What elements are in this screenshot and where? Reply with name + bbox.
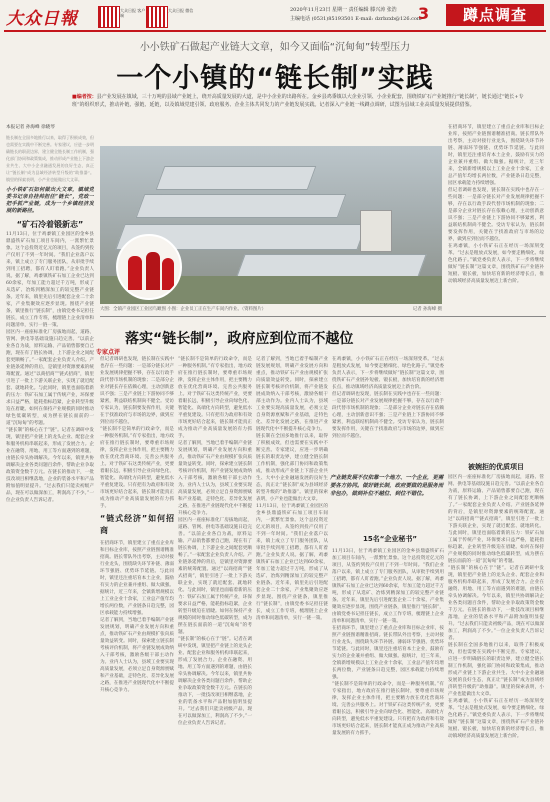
- article-text: 记者了解到，当地已着手编制产业链发展规划，明确产业发展方向和重点，推动铁矿石产业由规模扩张向质量效益转变。同时，探索建立链长制考核评价机制，将产业链发展成效纳入干部考核，激励各级干部主动作为。业内人士认为，县域工业要实现高质量发展，必须立足自身资源禀赋和产业基础，走特色化、差异化发展之路，在推进产业链现代化中不断提升核心竞争力。: [256, 357, 328, 432]
- left-column: [6, 124, 94, 794]
- article-text: 但记者调研也发现，链长制在实践中也存在一些问题：一是部分链长对产业发展规律把握不够，存在以行政手段代替市场机制的现象；二是部分企业对链长存在依赖心理，主动创新意识不强；三是产业链上下游协同不够紧密，利益联结机制尚不健全。受访专家认为，链长制要发挥作用，关键在于找准政府与市场的边界，做到应到位而不越位。: [100, 357, 174, 425]
- article-text: 链长制在全国多地推行以来，取得了积极成效，但也需要在实践中不断完善。专家建议，应进一步明确链长的职责边界，建立健全链长制工作机制，强化部门协同和政策集成，推动形成产业链上下游企业共生、大中小企业融通发展的良好生态，真正让“链长制”成为县域经济转型升级的“助推器”。镇里的探索表明，小产业也能做出大文章。: [6, 135, 94, 182]
- expert-comment-tag: 专家点评: [96, 349, 121, 356]
- article-text: 但记者调研也发现，链长制在实践中也存在一些问题：一是部分链长对产业发展规律把握不够，存在以行政手段代替市场机制的现象；二是部分企业对链长存在依赖心理，主动创新意识不强；三是产业链上下游协同不够紧密，利益联结机制尚不健全。受访专家认为，链长制要发挥作用，关键在于找准政府与市场的边界，做到应到位而不越位。: [332, 392, 444, 439]
- article-text: “链长制”的核心在于“链”。记者在调研中发现，镇里把产业链上的龙头企业、配套企业和服务机构串联起来，形成了发展合力。企业在融资、用地、用工等方面遇到的难题，由链长牵头协调解决。今年以来，镇里共协调解决企业各类问题百余件，帮助企业争取政策资金数千万元。在链长的推动下，一批技改项目相继落地，企业的装备水平和产品附加值明显提升。“过去我们只能卖初级产品，现在可以做深加工，利润高了不少。”一位企业负责人告诉记者。: [178, 637, 252, 726]
- article-text: 但记者调研也发现，链长制在实践中也存在一些问题：一是部分链长对产业发展规律把握不够，存在以行政手段代替市场机制的现象；二是部分企业对链长存在依赖心理，主动创新意识不强；三是产业链上下游协同不够紧密，利益联结机制尚不健全。受访专家认为，链长制要发挥作用，关键在于找准政府与市场的边界，做到应到位而不越位。: [448, 188, 544, 242]
- date-line: 2020年11月23日 星期一 责任编辑 滕兴涛 张浩: [290, 7, 397, 13]
- box-headline: 15名“企业秘书”: [363, 535, 417, 543]
- contact-line: 主编电话 (0531)85193501 E-mail: dzrbzxb@126.com: [290, 16, 422, 22]
- article-text: 链长制在全国多地推行以来，取得了积极成效，但也需要在实践中不断完善。专家建议，应进一步明确链长的职责边界，建立健全链长制工作机制，强化部门协同和政策集成，推动形成产业链上下游企业共生、大中小企业融通发展的良好生态，真正让“链长制”成为县域经济转型升级的“助推器”。镇里的探索表明，小产业也能做出大文章。: [448, 643, 544, 697]
- lower-column-4: [332, 356, 444, 472]
- article-text: 在鸡黍镇，小小铁矿石正在经历一场深刻变革。“过去是粗放式发展，如今要走精细化、绿色化路子。”镇党委负责人表示，下一步将继续做好“链长制”这篇文章，围绕铁矿石产业链补短板、锻长板，加快培育新的经济增长点，推动镇域经济高质量发展迈上新台阶。: [332, 357, 444, 390]
- qr-caption: 大众日报 微信: [168, 8, 194, 13]
- byline: 本报记者 孙海峰 徐晓琴: [6, 125, 55, 130]
- qr-code-icon: [98, 6, 120, 28]
- article-text: “链长制”的核心在于“链”。记者在调研中发现，镇里把产业链上的龙头企业、配套企业和服务机构串联起来，形成了发展合力。企业在融资、用地、用工等方面遇到的难题，由链长牵头协调解决。今年以来，镇里共协调解决企业各类问题百余件，帮助企业争取政策资金数千万元。在链长的推动下，一批技改项目相继落地，企业的装备水平和产品附加值明显提升。“过去我们只能卖初级产品，现在可以做深加工，利润高了不少。”一位企业负责人告诉记者。: [448, 566, 544, 641]
- article-text: 链长制在全国多地推行以来，取得了积极成效，但也需要在实践中不断完善。专家建议，应进一步明确链长的职责边界，建立健全链长制工作机制，强化部门协同和政策集成，推动形成产业链上下游企业共生、大中小企业融通发展的良好生态，真正让“链长制”成为县域经济转型升级的“助推器”。镇里的探索表明，小产业也能做出大文章。: [256, 434, 328, 502]
- article-text: “链长制不是简单的行政命令，而是一种服务机制。”有专家指出，地方政府在推行链长制时，要尊重市场规律，发挥企业主体作用，把主要精力放在优化营商环境、完善公共服务上。对于铁矿石这类传统产业，更要着眼长远，积极引导企业向绿色化、智能化、高端化方向转型，避免低水平重复建设。只有把有为政府和有效市场更好结合起来，链长制才能真正成为推动产业高质量发展的有力抓手。: [100, 427, 174, 509]
- article-text: 在招商环节，镇里建立了重点企业库和目标企业库，按照产业链图谱精准招商。链长带队外出考察，主动对接行业龙头，围绕缺失环节补链、薄弱环节强链、优势环节延链。与此同时，镇里还注重培育本土企业，鼓励有实力的企业兼并重组、做大做强。据统计，近三年来，全镇新增规模以上工业企业十余家，工业总产值年均增长两位数，产业链条日趋完整，园区承载能力持续增强。: [332, 626, 444, 680]
- editor-note-text: 县产业发展在镇域，三十万吨的县域产业链上，绕开高质量发展的大道，是中小企业的出路所在。金乡县鸡黍镇以大企业引领、小企业配套，围绕铁矿石产业链推行“链长制”，链长通过“链长+专班”的组织形式，推动补链、强链、延链，以及镇域党建引领、政府服务、企业主体共同发力的产业链发展实践。记者深入产业链一线蹲点调研，试图为县域工业高质量发展提供借鉴。: [72, 94, 524, 108]
- article-text: 11月13日，位于鸡黍镇工业园区的金乡县鼎盛铁矿石加工项目车间内，一派繁忙景象。这个总投资近亿元的项目，从签约到投产仅用了不到一年时间。“我们企业落户以来，镇上成立了专门服务团队，从审批手续到用工招聘，都有人盯着跑。”企业负责人说。据了解，鸡黍镇铁矿石加工企业已达到60余家，年加工能力超过千万吨，形成了从选矿、冶炼到精深加工的较完整产业链条。近年来，镇里先后引进配套企业二十余家，产业集聚效应逐步显现。围绕产业链条，镇里推行“链长制”，由镇党委书记担任链长，成立工作专班，梳理链上企业清单和问题清单，实行一链一策。: [6, 232, 94, 328]
- qr-code-icon: [146, 6, 168, 28]
- editor-note: [72, 94, 532, 109]
- right-subhead: 被婉拒的优质项目: [468, 463, 524, 471]
- photo-caption-text: 大图：全镇产业园区工业园鸟瞰图 小图：企业员工正在生产车间内作业。（资料图片）: [100, 307, 267, 312]
- article-text: 11月13日，位于鸡黍镇工业园区的金乡县鼎盛铁矿石加工项目车间内，一派繁忙景象。这个总投资近亿元的项目，从签约到投产仅用了不到一年时间。“我们企业落户以来，镇上成立了专门服务团队，从审批手续到用工招聘，都有人盯着跑。”企业负责人说。据了解，鸡黍镇铁矿石加工企业已达到60余家，年加工能力超过千万吨，形成了从选矿、冶炼到精深加工的较完整产业链条。近年来，镇里先后引进配套企业二十余家，产业集聚效应逐步显现。围绕产业链条，镇里推行“链长制”，由镇党委书记担任链长，成立工作专班，梳理链上企业清单和问题清单，实行一链一策。: [256, 504, 328, 621]
- subheadline: 小小铁矿石做起产业链大文章，如今又面临“沉甸甸”转型压力: [139, 42, 411, 53]
- lower-column-2: [178, 356, 252, 794]
- article-text: 11月13日，位于鸡黍镇工业园区的金乡县鼎盛铁矿石加工项目车间内，一派繁忙景象。这个总投资近亿元的项目，从签约到投产仅用了不到一年时间。“我们企业落户以来，镇上成立了专门服务团队，从审批手续到用工招聘，都有人盯着跑。”企业负责人说。据了解，鸡黍镇铁矿石加工企业已达到60余家，年加工能力超过千万吨，形成了从选矿、冶炼到精深加工的较完整产业链条。近年来，镇里先后引进配套企业二十余家，产业集聚效应逐步显现。围绕产业链条，镇里推行“链长制”，由镇党委书记担任链长，成立工作专班，梳理链上企业清单和问题清单，实行一链一策。: [332, 549, 444, 624]
- article-text: “链长制不是简单的行政命令，而是一种服务机制。”有专家指出，地方政府在推行链长制时，要尊重市场规律，发挥企业主体作用，把主要精力放在优化营商环境、完善公共服务上。对于铁矿石这类传统产业，更要着眼长远，积极引导企业向绿色化、智能化、高端化方向转型，避免低水平重复建设。只有把有为政府和有效市场更好结合起来，链长制才能真正成为推动产业高质量发展的有力抓手。: [178, 357, 252, 439]
- article-text: 记者了解到，当地已着手编制产业链发展规划，明确产业发展方向和重点，推动铁矿石产业由规模扩张向质量效益转变。同时，探索建立链长制考核评价机制，将产业链发展成效纳入干部考核，激励各级干部主动作为。业内人士认为，县域工业要实现高质量发展，必须立足自身资源禀赋和产业基础，走特色化、差异化发展之路，在推进产业链现代化中不断提升核心竞争力。: [100, 618, 174, 693]
- article-text: “链长制”的核心在于“链”。记者在调研中发现，镇里把产业链上的龙头企业、配套企业和服务机构串联起来，形成了发展合力。企业在融资、用地、用工等方面遇到的难题，由链长牵头协调解决。今年以来，镇里共协调解决企业各类问题百余件，帮助企业争取政策资金数千万元。在链长的推动下，一批技改项目相继落地，企业的装备水平和产品附加值明显提升。“过去我们只能卖初级产品，现在可以做深加工，利润高了不少。”一位企业负责人告诉记者。: [6, 428, 94, 503]
- lower-column-3: [256, 356, 328, 794]
- lower-column-1: [100, 356, 174, 794]
- article-text: 记者了解到，当地已着手编制产业链发展规划，明确产业发展方向和重点，推动铁矿石产业由规模扩张向质量效益转变。同时，探索建立链长制考核评价机制，将产业链发展成效纳入干部考核，激励各级干部主动作为。业内人士认为，县域工业要实现高质量发展，必须立足自身资源禀赋和产业基础，走特色化、差异化发展之路，在推进产业链现代化中不断提升核心竞争力。: [178, 441, 252, 516]
- right-column: [448, 124, 544, 454]
- intro-italic: 小小铁矿石如何做出大文章，镇域党委书记亲自挂帅担任“链长”，党政一把手抓产业链，成为一个乡镇经济发展的新路径。: [6, 187, 94, 214]
- article-text: 在鸡黍镇，小小铁矿石正在经历一场深刻变革。“过去是粗放式发展，如今要走精细化、绿色化路子。”镇党委负责人表示，下一步将继续做好“链长制”这篇文章，围绕铁矿石产业链补短板、锻长板，加快培育新的经济增长点，推动镇域经济高质量发展迈上新台阶。: [448, 244, 544, 284]
- section-rule: [100, 316, 546, 317]
- main-headline: 一个小镇的“链长制”实践: [116, 63, 434, 94]
- newspaper-logo: 大众日報: [6, 9, 78, 29]
- photo-caption: [100, 306, 442, 312]
- article-text: 在招商环节，镇里建立了重点企业库和目标企业库，按照产业链图谱精准招商。链长带队外出考察，主动对接行业龙头，围绕缺失环节补链、薄弱环节强链、优势环节延链。与此同时，镇里还注重培育本土企业，鼓励有实力的企业兼并重组、做大做强。据统计，近三年来，全镇新增规模以上工业企业十余家，工业总产值年均增长两位数，产业链条日趋完整，园区承载能力持续增强。: [100, 541, 174, 616]
- expert-headline: 落实“链长制”，政府应到位而不越位: [125, 331, 354, 347]
- article-text: 在招商环节，镇里建立了重点企业库和目标企业库，按照产业链图谱精准招商。链长带队外出考察，主动对接行业龙头，围绕缺失环节补链、薄弱环节强链、优势环节延链。与此同时，镇里还注重培育本土企业，鼓励有实力的企业兼并重组、做大做强。据统计，近三年来，全镇新增规模以上工业企业十余家，工业总产值年均增长两位数，产业链条日趋完整，园区承载能力持续增强。: [448, 125, 544, 186]
- qr-caption: 大众日报 客户端: [120, 8, 146, 18]
- article-text: “链长制不是简单的行政命令，而是一种服务机制。”有专家指出，地方政府在推行链长制时，要尊重市场规律，发挥企业主体作用，把主要精力放在优化营商环境、完善公共服务上。对于铁矿石这类传统产业，更要着眼长远，积极引导企业向绿色化、智能化、高端化方向转型，避免低水平重复建设。只有把有为政府和有效市场更好结合起来，链长制才能真正成为推动产业高质量发展的有力抓手。: [332, 682, 444, 736]
- section-name: 蹲点调查: [446, 4, 544, 26]
- right-column-lower: [448, 474, 544, 794]
- workers-inset-photo: [116, 234, 182, 300]
- photo-credit: 记者 孙海峰 摄: [412, 307, 442, 312]
- article-text: 在鸡黍镇，小小铁矿石正在经历一场深刻变革。“过去是粗放式发展，如今要走精细化、绿色化路子。”镇党委负责人表示，下一步将继续做好“链长制”这篇文章，围绕铁矿石产业链补短板、锻长板，加快培育新的经济增长点，推动镇域经济高质量发展迈上新台阶。: [448, 699, 544, 739]
- editor-note-label: ■编者按：: [72, 94, 97, 100]
- article-text: 园区内一座座标准化厂房拔地而起，道路、管网、供电等基础设施日趋完善。“以前企业各自为战，原料运输、产品销售都要自己跑，现在有了链长协调，上下游企业之间配套更顺畅了。”一家配套企业负责人介绍。产业链条延伸的背后，是镇里对资源要素的统筹配置。通过“以商招商”“链式招商”，镇里引进了一批上下游关联企业，实现了就近配套、就地转化。与此同时，镇里也面临着新的压力：铁矿石加工属于传统产业，环保要求日益严格，能耗指标趋紧，企业转型升级迫在眉睫。如何在保持产业规模的同时推动绿色低碳转型，成为摆在链长面前的一道“沉甸甸”的考题。: [178, 518, 252, 635]
- lower-column-5: [332, 548, 444, 794]
- section-subhead: “矿石冷着锻新志”: [16, 220, 84, 229]
- header-rule: [4, 30, 546, 32]
- page-number: 3: [418, 4, 430, 23]
- pull-quote: 产业链发展不仅依靠一个地方、一个企业，更需要各方协同。做好链长制，政府要做的是服务而非包办，做到补位不越位、到位不错位。: [330, 475, 444, 497]
- section-subhead: “链式经济”如何招商: [100, 514, 174, 535]
- article-text: 园区内一座座标准化厂房拔地而起，道路、管网、供电等基础设施日趋完善。“以前企业各自为战，原料运输、产品销售都要自己跑，现在有了链长协调，上下游企业之间配套更顺畅了。”一家配套企业负责人介绍。产业链条延伸的背后，是镇里对资源要素的统筹配置。通过“以商招商”“链式招商”，镇里引进了一批上下游关联企业，实现了就近配套、就地转化。与此同时，镇里也面临着新的压力：铁矿石加工属于传统产业，环保要求日益严格，能耗指标趋紧，企业转型升级迫在眉睫。如何在保持产业规模的同时推动绿色低碳转型，成为摆在链长面前的一道“沉甸甸”的考题。: [6, 330, 94, 426]
- article-text: 园区内一座座标准化厂房拔地而起，道路、管网、供电等基础设施日趋完善。“以前企业各自为战，原料运输、产品销售都要自己跑，现在有了链长协调，上下游企业之间配套更顺畅了。”一家配套企业负责人介绍。产业链条延伸的背后，是镇里对资源要素的统筹配置。通过“以商招商”“链式招商”，镇里引进了一批上下游关联企业，实现了就近配套、就地转化。与此同时，镇里也面临着新的压力：铁矿石加工属于传统产业，环保要求日益严格，能耗指标趋紧，企业转型升级迫在眉睫。如何在保持产业规模的同时推动绿色低碳转型，成为摆在链长面前的一道“沉甸甸”的考题。: [448, 475, 544, 564]
